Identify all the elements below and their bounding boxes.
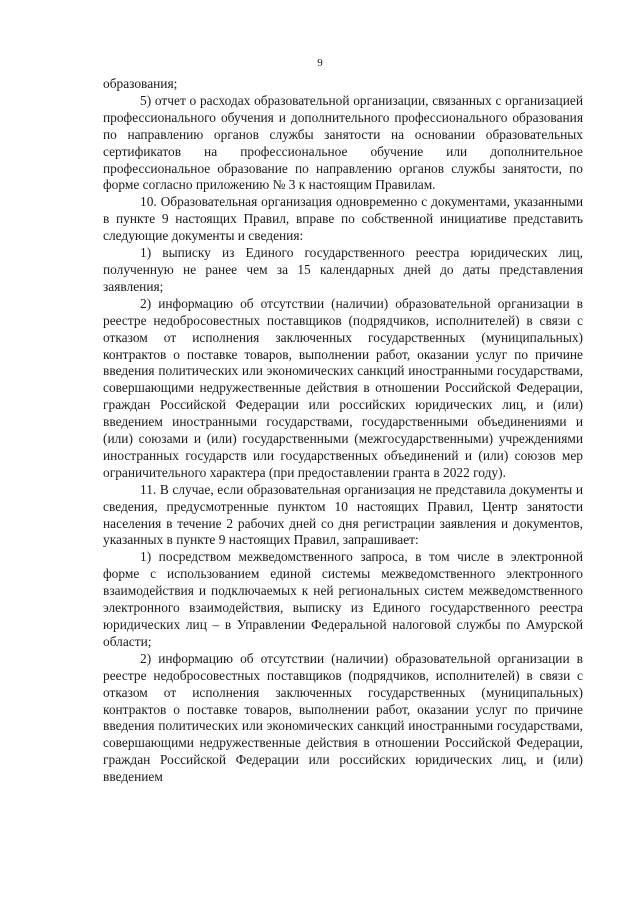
- paragraph: 1) посредством межведомственного запроса, в том числе в электронной форме с использованием единой системы межведомственного электронного взаимодействия и подключаемых к ней региональных систем межведомственного электронного взаимодействия, выписку из Единого государственного реестра юридических лиц – в Управлении Федеральной налоговой службы по Амурской области;: [103, 549, 583, 649]
- paragraph: 2) информацию об отсутствии (наличии) образовательной организации в реестре недобросовестных поставщиков (подрядчиков, исполнителей) в связи с отказом от исполнения заключенных государственных (муниципальных) контрактов о поставке товаров, выполнении работ, оказании услуг по причине введения политических или экономических санкций иностранными государствами, совершающими недружественные действия в отношении Российской Федерации, граждан Российской Федерации или российских юридических лиц, и (или) введением: [103, 650, 583, 785]
- paragraph: 5) отчет о расходах образовательной организации, связанных с организацией профессионального обучения и дополнительного профессионального образования по направлению органов службы занятости на основании образовательных сертификатов на профессиональное обучение или дополнительное профессиональное образование по направлению органов службы занятости, по форме согласно приложению № 3 к настоящим Правилам.: [103, 92, 583, 193]
- paragraph: 11. В случае, если образовательная организация не представила документы и сведения, предусмотренные пунктом 10 настоящих Правил, Центр занятости населения в течение 2 рабочих дней со дня регистрации заявления и документов, указанных в пункте 9 настоящих Правил, запрашивает:: [103, 481, 583, 548]
- page-number: 9: [317, 57, 323, 69]
- paragraph: 2) информацию об отсутствии (наличии) образовательной организации в реестре недобросовестных поставщиков (подрядчиков, исполнителей) в связи с отказом от исполнения заключенных государственных (муниципальных) контрактов о поставке товаров, выполнении работ, оказании услуг по причине введения политических или экономических санкций иностранными государствами, совершающими недружественные действия в отношении Российской Федерации, граждан Российской Федерации или российских юридических лиц, и (или) введением иностранными государствами, государственными объединениями и (или) союзами и (или) государственными (межгосударственными) учреждениями иностранных государств или государственных объединений и (или) союзов мер ограничительного характера (при предоставлении гранта в 2022 году).: [103, 295, 583, 480]
- document-body: [103, 76, 583, 786]
- paragraph: 10. Образовательная организация одновременно с документами, указанными в пункте 9 настоящих Правил, вправе по собственной инициативе представить следующие документы и сведения:: [103, 194, 583, 244]
- paragraph: образования;: [103, 76, 178, 91]
- paragraph: 1) выписку из Единого государственного реестра юридических лиц, полученную не ранее чем за 15 календарных дней до даты представления заявления;: [103, 245, 583, 294]
